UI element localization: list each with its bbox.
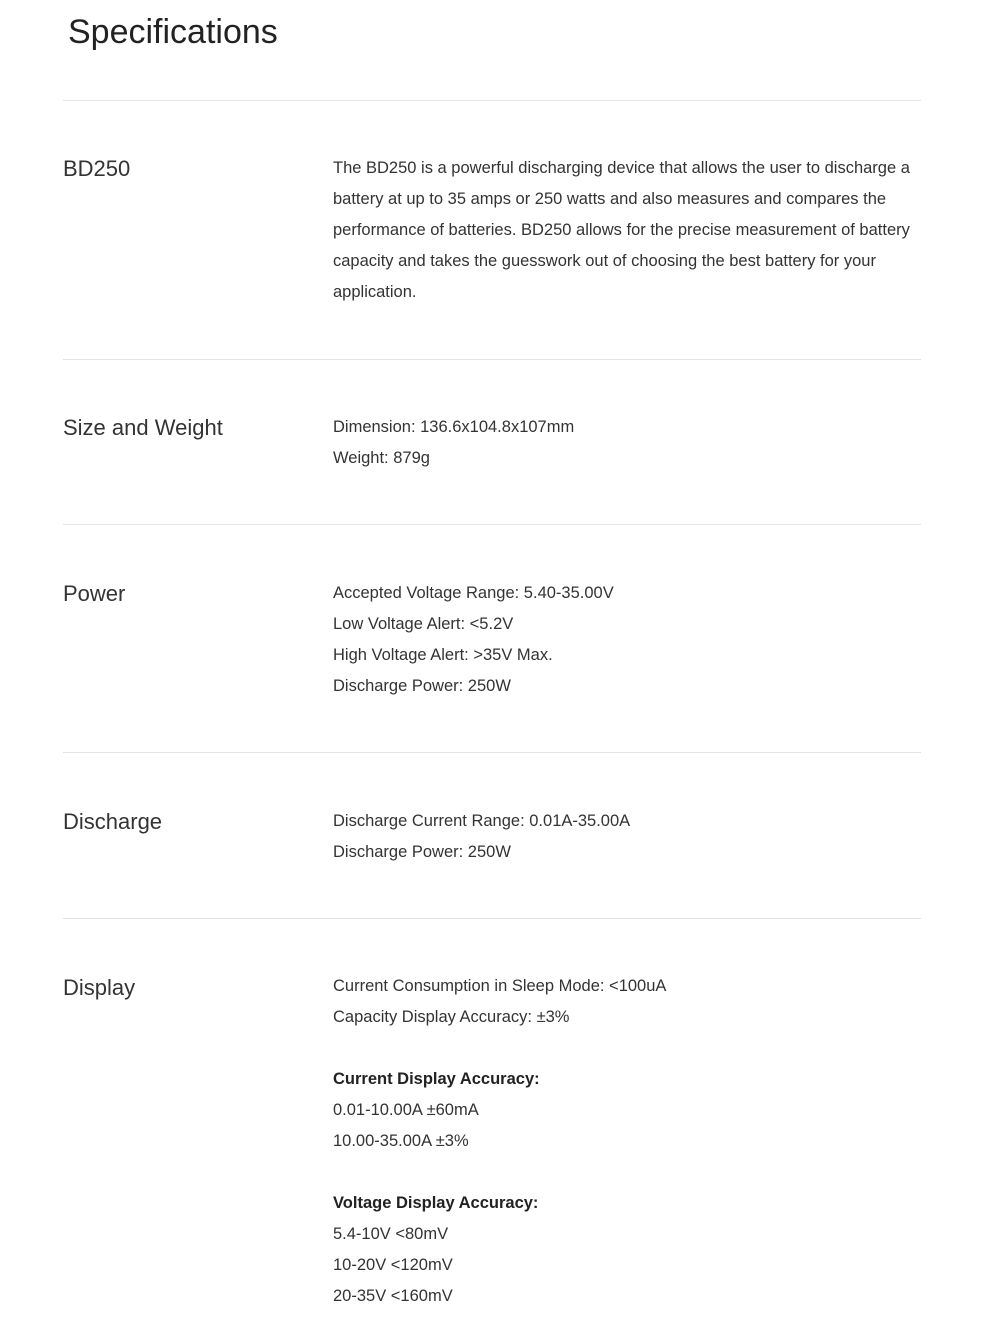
spec-dimension: Dimension: 136.6x104.8x107mm: [333, 418, 575, 436]
section-label-bd250: BD250: [63, 156, 131, 181]
section-label-power: Power: [63, 581, 126, 606]
section-body-power: [333, 578, 925, 702]
section-label-display: Display: [63, 975, 136, 1000]
section-label-discharge: Discharge: [63, 809, 163, 834]
section-body-bd250: [333, 153, 925, 308]
page-title: Specifications: [68, 13, 278, 51]
voltage-accuracy-heading: Voltage Display Accuracy:: [333, 1194, 539, 1212]
section-divider: [63, 359, 921, 360]
voltage-accuracy-line: 20-35V <160mV: [333, 1287, 453, 1305]
section-body-size-weight: [333, 412, 925, 474]
current-accuracy-line: 10.00-35.00A ±3%: [333, 1132, 469, 1150]
spec-sleep-current: Current Consumption in Sleep Mode: <100uA: [333, 977, 667, 995]
section-divider: [63, 752, 921, 753]
section-body-display: [333, 971, 925, 1312]
spacer: [333, 1033, 925, 1064]
spec-accepted-voltage: Accepted Voltage Range: 5.40-35.00V: [333, 584, 614, 602]
voltage-accuracy-line: 5.4-10V <80mV: [333, 1225, 449, 1243]
spec-weight: Weight: 879g: [333, 449, 430, 467]
voltage-accuracy-line: 10-20V <120mV: [333, 1256, 453, 1274]
current-accuracy-heading: Current Display Accuracy:: [333, 1070, 540, 1088]
current-accuracy-line: 0.01-10.00A ±60mA: [333, 1101, 479, 1119]
section-divider: [63, 918, 921, 919]
spec-capacity-accuracy: Capacity Display Accuracy: ±3%: [333, 1008, 570, 1026]
product-description: The BD250 is a powerful discharging device that allows the user to discharge a battery at up to 35 amps or 250 watts and also measures and compares the performance of batteries. BD250 allows for the precise measurement of battery capacity and takes the guesswork out of choosing the best battery for your application.: [333, 159, 910, 301]
spec-low-voltage-alert: Low Voltage Alert: <5.2V: [333, 615, 514, 633]
section-body-discharge: [333, 806, 925, 868]
spec-discharge-power: Discharge Power: 250W: [333, 843, 511, 861]
spec-discharge-power: Discharge Power: 250W: [333, 677, 511, 695]
section-divider: [63, 100, 921, 101]
spec-discharge-current-range: Discharge Current Range: 0.01A-35.00A: [333, 812, 631, 830]
section-divider: [63, 524, 921, 525]
section-label-size-weight: Size and Weight: [63, 415, 223, 440]
spacer: [333, 1157, 925, 1188]
spec-high-voltage-alert: High Voltage Alert: >35V Max.: [333, 646, 553, 664]
